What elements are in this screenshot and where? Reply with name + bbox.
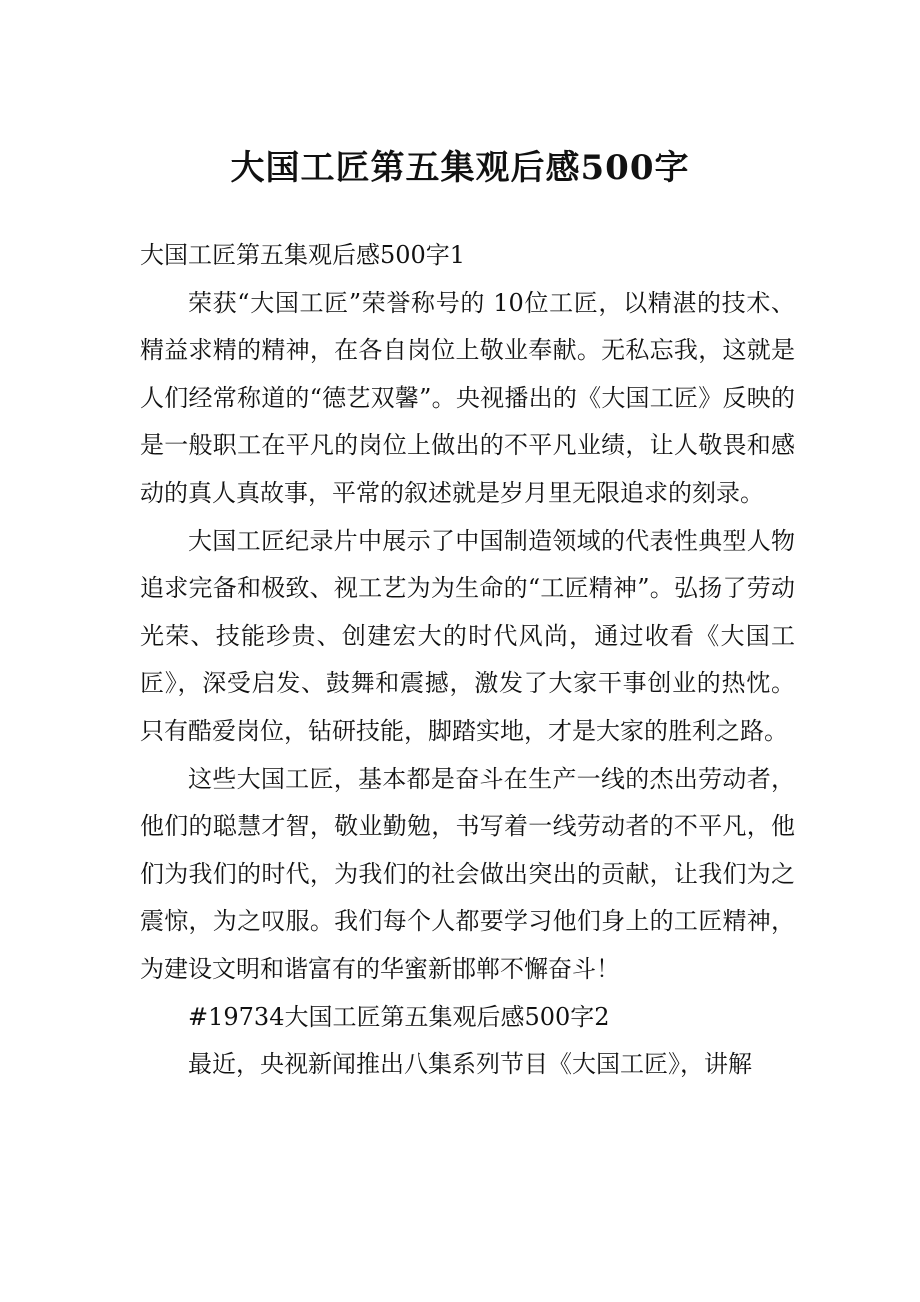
paragraph-2: 大国工匠纪录片中展示了中国制造领域的代表性典型人物追求完备和极致、视工艺为为生命的“工匠精神”。弘扬了劳动光荣、技能珍贵、创建宏大的时代风尚，通过收看《大国工匠》，深受启发、鼓舞和震撼，激发了大家干事创业的热忱。只有酷爱岗位，钻研技能，脚踏实地，才是大家的胜利之路。 (140, 526, 795, 745)
paragraph-4: 最近，央视新闻推出八集系列节目《大国工匠》，讲解 (188, 1050, 752, 1079)
document-body (140, 232, 795, 1089)
document-title: 大国工匠第五集观后感500字 (230, 148, 690, 188)
paragraph-1: 荣获“大国工匠”荣誉称号的 10位工匠，以精湛的技术、精益求精的精神，在各自岗位上敬业奉献。无私忘我，这就是人们经常称道的“德艺双馨”。央视播出的《大国工匠》反映的是一般职工在平凡的岗位上做出的不平凡业绩，让人敬畏和感动的真人真故事，平常的叙述就是岁月里无限追求的刻录。 (140, 288, 795, 507)
section-heading-1: 大国工匠第五集观后感500字1 (140, 241, 466, 269)
section-heading-2: #19734大国工匠第五集观后感500字2 (188, 1002, 610, 1031)
paragraph-3: 这些大国工匠，基本都是奋斗在生产一线的杰出劳动者，他们的聪慧才智，敬业勤勉，书写着一线劳动者的不平凡，他们为我们的时代，为我们的社会做出突出的贡献，让我们为之震惊，为之叹服。我们每个人都要学习他们身上的工匠精神，为建设文明和谐富有的华蜜新邯郸不懈奋斗！ (140, 764, 795, 983)
